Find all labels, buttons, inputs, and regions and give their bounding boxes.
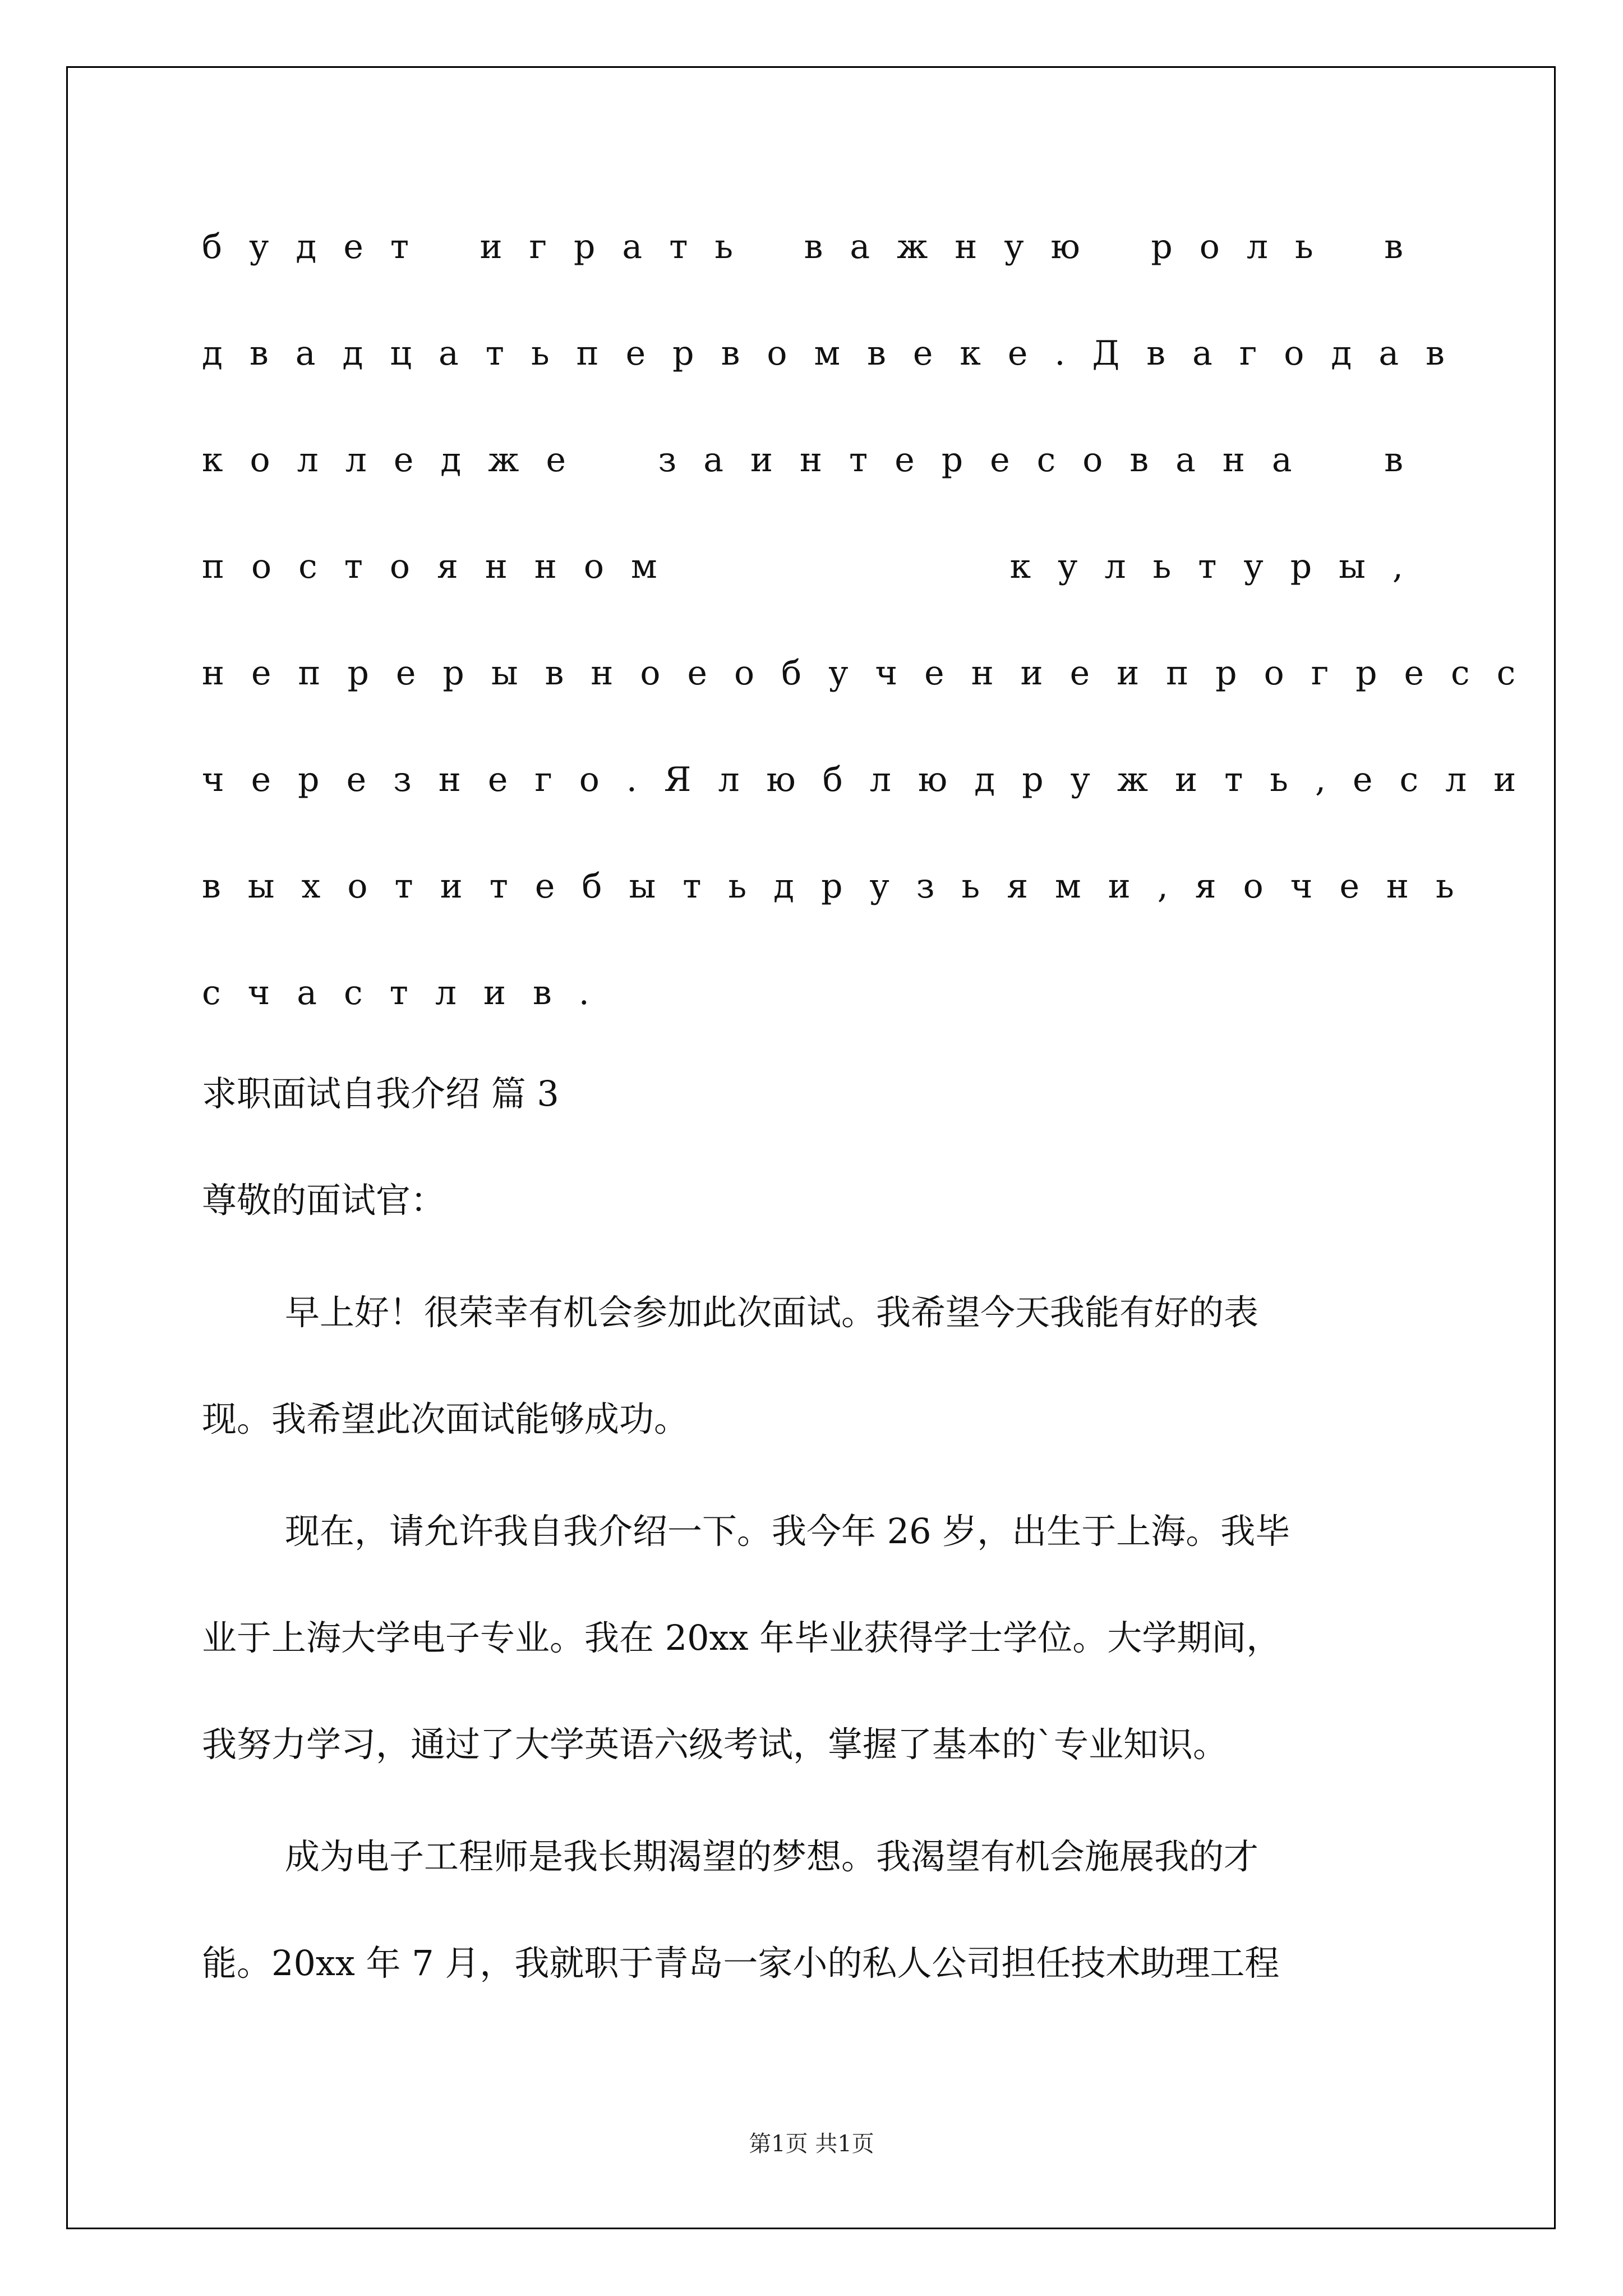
word: вы (202, 867, 302, 906)
word: и (1117, 654, 1166, 693)
russian-line-5 (202, 645, 1543, 701)
word: хотите (301, 867, 582, 906)
word: заинтересована (658, 440, 1319, 480)
word: дружить, (974, 760, 1353, 799)
page-border (66, 66, 1556, 2229)
section-heading: 求职面试自我介绍 篇 3 (202, 1073, 559, 1114)
paragraph-1-line-2: 现。我希望此次面试能够成功。 (202, 1398, 689, 1439)
word: счастлив. (202, 973, 616, 1013)
word: друзьями, (773, 867, 1195, 906)
paragraph-2-line-2: 业于上海大学电子专业。我在 20xx 年毕业获得学士学位。大学期间， (202, 1617, 1281, 1658)
word: быть (582, 867, 774, 906)
russian-line-3 (202, 432, 1430, 488)
word: непрерывное (202, 654, 734, 693)
word: люблю (718, 760, 975, 799)
paragraph-2-line-3: 我努力学习，通过了大学英语六级考试，掌握了基本的`专业知识。 (202, 1724, 1228, 1765)
paragraph-2-line-1: 现在，请允许我自我介绍一下。我今年 26 岁，出生于上海。我毕 (285, 1511, 1290, 1552)
word: в (1384, 227, 1430, 266)
paragraph-1-line-1: 早上好！很荣幸有机会参加此次面试。我希望今天我能有好的表 (285, 1292, 1259, 1333)
word: колледже (202, 440, 593, 480)
word: Я (663, 760, 718, 799)
russian-line-6 (202, 752, 1543, 808)
word: веке. (867, 334, 1092, 373)
word: него. (438, 760, 664, 799)
salutation: 尊敬的面试官： (202, 1180, 446, 1221)
word: постоянном (202, 547, 684, 586)
word: года (1239, 334, 1426, 373)
word: двадцать (202, 334, 577, 373)
word: культуры, (1009, 547, 1430, 586)
russian-line-4 (202, 539, 1430, 595)
word: если (1353, 760, 1543, 799)
page-footer: 第1页 共1页 (749, 2131, 874, 2157)
word: Два (1092, 334, 1239, 373)
paragraph-3-line-1: 成为电子工程师是我长期渴望的梦想。我渴望有机会施展我的才 (285, 1836, 1259, 1877)
word: играть (479, 227, 760, 266)
russian-line-8 (202, 965, 1430, 1021)
russian-line-7 (202, 858, 1481, 914)
word: прогресс (1166, 654, 1543, 693)
paragraph-3-line-2: 能。20xx 年 7 月，我就职于青岛一家小的私人公司担任技术助理工程 (202, 1943, 1280, 1984)
word: очень (1243, 867, 1481, 906)
word: я (1195, 867, 1243, 906)
word: важную (804, 227, 1107, 266)
word: в (1384, 440, 1430, 480)
word: через (202, 760, 439, 799)
word: обучение (734, 654, 1117, 693)
word: в (1426, 334, 1472, 373)
russian-line-1 (202, 219, 1430, 275)
word: будет (202, 227, 436, 266)
russian-line-2 (202, 325, 1472, 381)
word: роль (1151, 227, 1340, 266)
word: первом (576, 334, 868, 373)
